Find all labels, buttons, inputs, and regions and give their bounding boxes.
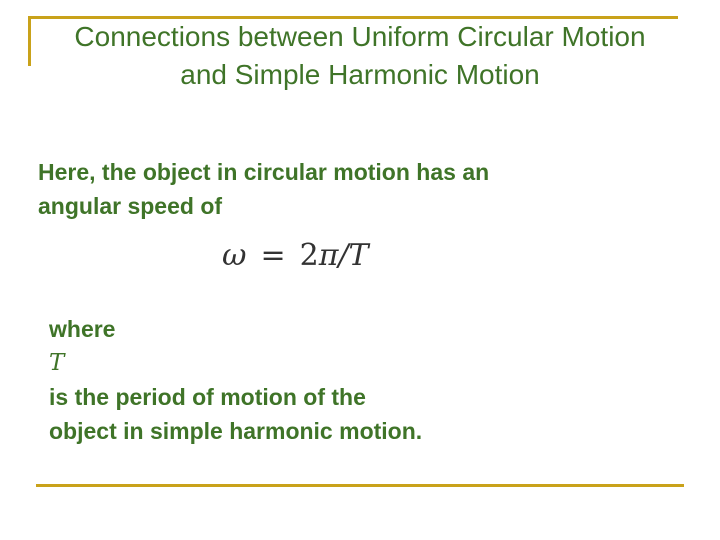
formula-pi-over-T: π/T [318, 238, 369, 273]
intro-line-2: angular speed of [38, 193, 223, 219]
intro-paragraph [38, 155, 678, 223]
slide-title-line-2: and Simple Harmonic Motion [180, 59, 540, 90]
period-prefix: where [49, 316, 116, 342]
period-paragraph [49, 312, 689, 448]
formula-two: 2 [299, 238, 319, 273]
formula-omega: ω [222, 238, 247, 273]
bottom-accent-bar [36, 484, 684, 487]
period-line-1 [49, 312, 689, 414]
period-suffix: is the period of motion of the [49, 384, 366, 410]
slide-title [0, 18, 720, 94]
slide-title-line-1: Connections between Uniform Circular Motion [74, 21, 646, 52]
period-line-2: object in simple harmonic motion. [49, 418, 423, 444]
period-variable: T [49, 350, 65, 376]
intro-line-1: Here, the object in circular motion has an [38, 159, 490, 185]
angular-speed-formula [222, 236, 369, 276]
formula-equals: = [260, 238, 286, 273]
